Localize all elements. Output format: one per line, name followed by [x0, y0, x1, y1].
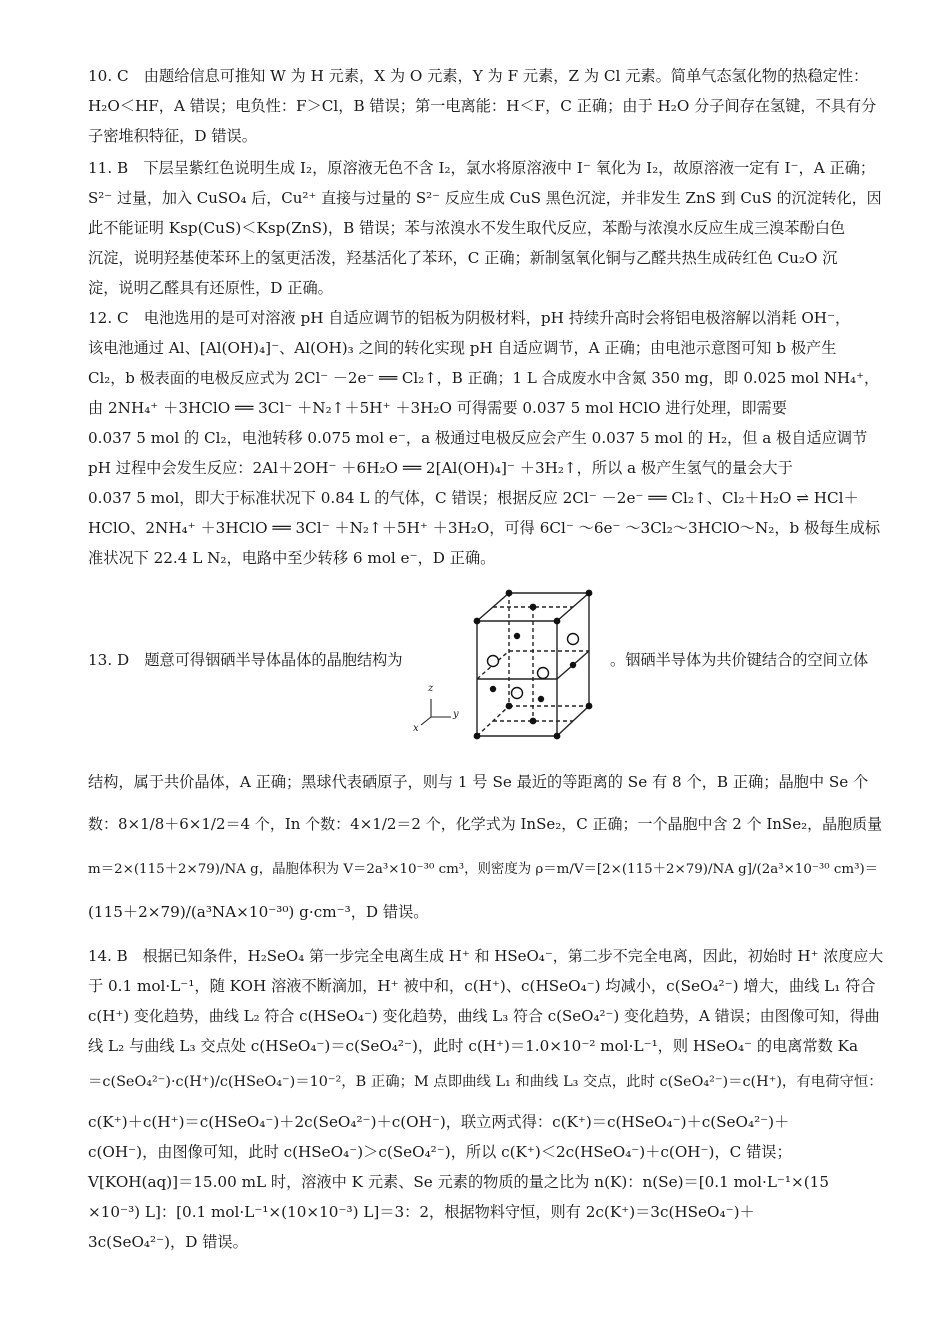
q13-line-2: 数：8×1/8＋6×1/2＝4 个，In 个数：4×1/2＝2 个，化学式为 InSe₂，C 正确；一个晶胞中含 2 个 InSe₂，晶胞质量: [88, 815, 883, 833]
q14-line-3: c(H⁺) 变化趋势，曲线 L₂ 符合 c(HSeO₄⁻) 变化趋势，曲线 L₃ 符合 c(SeO₄²⁻) 变化趋势，A 错误；由图像可知，得曲: [88, 1007, 880, 1025]
q12-line-8: HClO、2NH₄⁺ ＋3HClO ══ 3Cl⁻ ＋N₂↑＋5H⁺ ＋3H₂O，可得 6Cl⁻ ～6e⁻ ～3Cl₂～3HClO～N₂，b 极每生成标: [88, 519, 881, 537]
q11-line-2: S²⁻ 过量，加入 CuSO₄ 后，Cu²⁺ 直接与过量的 S²⁻ 反应生成 CuS 黑色沉淀，并非发生 ZnS 到 CuS 的沉淀转化，因: [88, 189, 882, 207]
q14-line-8: V[KOH(aq)]＝15.00 mL 时，溶液中 K 元素、Se 元素的物质的量之比为 n(K)：n(Se)＝[0.1 mol·L⁻¹×(15: [88, 1173, 829, 1191]
q11-line-1: 11. B 下层呈紫红色说明生成 I₂，原溶液无色不含 I₂，氯水将原溶液中 I⁻ 氧化为 I₂，故原溶液一定有 I⁻，A 正确；: [88, 159, 876, 177]
q10-line-1: 10. C 由题给信息可推知 W 为 H 元素，X 为 O 元素，Y 为 F 元素，Z 为 Cl 元素。简单气态氢化物的热稳定性：: [88, 67, 869, 85]
q11-line-4: 沉淀，说明羟基使苯环上的氢更活泼，羟基活化了苯环，C 正确；新制氢氧化铜与乙醛共热生成砖红色 Cu₂O 沉: [88, 249, 838, 267]
q14-line-1: 14. B 根据已知条件，H₂SeO₄ 第一步完全电离生成 H⁺ 和 HSeO₄⁻，第二步不完全电离，因此，初始时 H⁺ 浓度应大: [88, 947, 884, 965]
q12-line-6: pH 过程中会发生反应：2Al＋2OH⁻ ＋6H₂O ══ 2[Al(OH)₄]⁻ ＋3H₂↑，所以 a 极产生氢气的量会大于: [88, 459, 793, 477]
q10-line-2: H₂O＜HF，A 错误；电负性：F＞Cl，B 错误；第一电离能：H＜F，C 正确；由于 H₂O 分子间存在氢键，不具有分: [88, 97, 877, 115]
q12-line-9: 准状况下 22.4 L N₂，电路中至少转移 6 mol e⁻，D 正确。: [88, 549, 496, 567]
q12-line-4: 由 2NH₄⁺ ＋3HClO ══ 3Cl⁻ ＋N₂↑＋5H⁺ ＋3H₂O 可得需要 0.037 5 mol HClO 进行处理，即需要: [88, 399, 787, 417]
q13-line-1: 结构，属于共价晶体，A 正确；黑球代表硒原子，则与 1 号 Se 最近的等距离的 Se 有 8 个，B 正确；晶胞中 Se 个: [88, 773, 869, 791]
q14-line-5: ＝c(SeO₄²⁻)·c(H⁺)/c(HSeO₄⁻)＝10⁻²，B 正确；M 点即曲线 L₁ 和曲线 L₃ 交点，此时 c(SeO₄²⁻)＝c(H⁺)，有电荷守恒：: [88, 1074, 883, 1090]
q10-line-3: 子密堆积特征，D 错误。: [88, 127, 257, 145]
q13-intro-tail: 。铟硒半导体为共价键结合的空间立体: [610, 651, 869, 669]
q13-line-4: (115＋2×79)/(a³NA×10⁻³⁰) g·cm⁻³，D 错误。: [88, 903, 429, 921]
axis-z-label: z: [428, 683, 434, 694]
axis-y-label: y: [453, 709, 459, 720]
crystal-cell-diagram: [413, 581, 609, 749]
q12-line-1: 12. C 电池选用的是可对溶液 pH 自适应调节的铝板为阴极材料，pH 持续升高时会将铝电极溶解以消耗 OH⁻，: [88, 309, 851, 327]
q14-line-7: c(OH⁻)，由图像可知，此时 c(HSeO₄⁻)＞c(SeO₄²⁻)，所以 c(K⁺)＜2c(HSeO₄⁻)＋c(OH⁻)，C 错误；: [88, 1143, 792, 1161]
q12-line-2: 该电池通过 Al、[Al(OH)₄]⁻、Al(OH)₃ 之间的转化实现 pH 自适应调节，A 正确；由电池示意图可知 b 极产生: [88, 339, 837, 357]
q14-line-6: c(K⁺)＋c(H⁺)＝c(HSeO₄⁻)＋2c(SeO₄²⁻)＋c(OH⁻)，联立两式得：c(K⁺)＝c(HSeO₄⁻)＋c(SeO₄²⁻)＋: [88, 1113, 790, 1131]
q13-intro: 13. D 题意可得铟硒半导体晶体的晶胞结构为: [88, 651, 403, 669]
q11-line-5: 淀，说明乙醛具有还原性，D 正确。: [88, 279, 333, 297]
q14-line-2: 于 0.1 mol·L⁻¹，随 KOH 溶液不断滴加，H⁺ 被中和，c(H⁺)、c(HSeO₄⁻) 均减小，c(SeO₄²⁻) 增大，曲线 L₁ 符合: [88, 977, 876, 995]
q12-line-7: 0.037 5 mol，即大于标准状况下 0.84 L 的气体，C 错误；根据反应 2Cl⁻ －2e⁻ ══ Cl₂↑、Cl₂＋H₂O ⇌ HCl＋: [88, 489, 859, 507]
q11-line-3: 此不能证明 Ksp(CuS)＜Ksp(ZnS)，B 错误；苯与浓溴水不发生取代反应，苯酚与浓溴水反应生成三溴苯酚白色: [88, 219, 846, 237]
q12-line-3: Cl₂，b 极表面的电极反应式为 2Cl⁻ －2e⁻ ══ Cl₂↑，B 正确；1 L 合成废水中含氮 350 mg，即 0.025 mol NH₄⁺，: [88, 369, 879, 387]
q14-line-10: 3c(SeO₄²⁻)，D 错误。: [88, 1233, 248, 1251]
axis-x-label: x: [413, 723, 419, 734]
q14-line-9: ×10⁻³) L]：[0.1 mol·L⁻¹×(10×10⁻³) L]＝3：2，根据物料守恒，则有 2c(K⁺)＝3c(HSeO₄⁻)＋: [88, 1203, 755, 1221]
q13-line-3: m＝2×(115＋2×79)/NA g，晶胞体积为 V＝2a³×10⁻³⁰ cm³，则密度为 ρ＝m/V＝[2×(115＋2×79)/NA g]/(2a³×10⁻³⁰ cm³)＝: [88, 862, 879, 877]
crystal-cell-figure: [413, 581, 609, 749]
q12-line-5: 0.037 5 mol 的 Cl₂，电池转移 0.075 mol e⁻，a 极通过电极反应会产生 0.037 5 mol 的 H₂，但 a 极自适应调节: [88, 429, 868, 447]
q14-line-4: 线 L₂ 与曲线 L₃ 交点处 c(HSeO₄⁻)＝c(SeO₄²⁻)，此时 c(H⁺)＝1.0×10⁻² mol·L⁻¹，则 HSeO₄⁻ 的电离常数 Ka: [88, 1037, 859, 1055]
